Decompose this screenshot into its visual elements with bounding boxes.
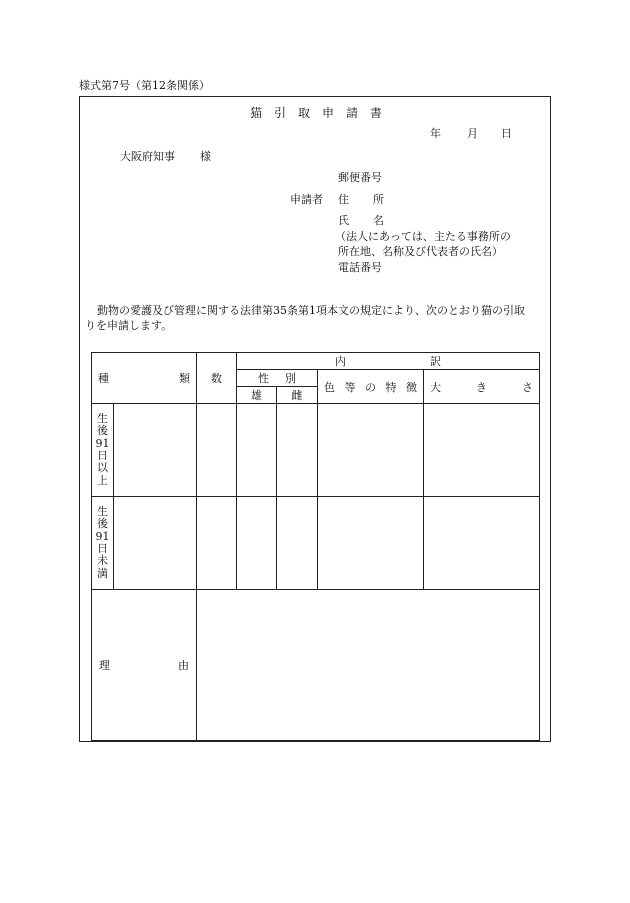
color-header-char: 特 bbox=[385, 380, 397, 394]
cat-table bbox=[91, 352, 540, 741]
address-label-char: 所 bbox=[373, 193, 384, 206]
age-char: 後 bbox=[97, 517, 108, 531]
phone-label: 電話番号 bbox=[338, 261, 382, 274]
age-char: 以 bbox=[97, 461, 108, 475]
addressee-name: 大阪府知事 bbox=[120, 150, 175, 163]
size-header-char: 大 bbox=[430, 380, 441, 394]
kind-cell[interactable] bbox=[114, 404, 197, 497]
count-cell[interactable] bbox=[197, 404, 237, 497]
age-char: 後 bbox=[97, 424, 108, 438]
name-label-char: 氏 bbox=[338, 214, 349, 227]
count-cell[interactable] bbox=[197, 497, 237, 590]
reason-label bbox=[92, 590, 197, 741]
size-cell[interactable] bbox=[424, 497, 540, 590]
date-day: 日 bbox=[501, 127, 512, 140]
male-cell[interactable] bbox=[237, 404, 277, 497]
date-year: 年 bbox=[430, 127, 441, 140]
size-cell[interactable] bbox=[424, 404, 540, 497]
addressee-honorific: 様 bbox=[200, 150, 211, 163]
breakdown-char: 内 bbox=[335, 355, 346, 368]
body-text-line2: りを申請します。 bbox=[85, 319, 173, 332]
sex-header bbox=[237, 370, 318, 387]
age-char: 日 bbox=[97, 542, 108, 555]
age-char: 91 bbox=[95, 436, 110, 450]
address-label-char: 住 bbox=[338, 193, 349, 206]
color-header-char: 色 bbox=[324, 380, 335, 394]
body-text-line1: 動物の愛護及び管理に関する法律第35条第1項本文の規定により、次のとおり猫の引取 bbox=[97, 304, 525, 317]
corporation-note-line2: 所在地、名称及び代表者の氏名） bbox=[338, 245, 503, 258]
title-char: 引 bbox=[273, 106, 286, 120]
kind-header-char: 種 bbox=[98, 372, 109, 385]
sex-header-char: 別 bbox=[285, 372, 296, 385]
kind-header-char: 類 bbox=[179, 372, 190, 385]
reason-char: 理 bbox=[99, 659, 110, 672]
form-title bbox=[250, 107, 382, 119]
title-char: 取 bbox=[297, 106, 310, 120]
color-cell[interactable] bbox=[318, 497, 424, 590]
male-cell[interactable] bbox=[237, 497, 277, 590]
color-header-char: 徴 bbox=[406, 380, 417, 394]
age-char: 満 bbox=[97, 566, 108, 580]
title-char: 書 bbox=[369, 106, 382, 120]
age-over-91-label bbox=[92, 404, 114, 497]
title-char: 猫 bbox=[250, 106, 263, 120]
color-header-char: 等 bbox=[344, 380, 356, 394]
name-label-char: 名 bbox=[373, 214, 384, 227]
female-cell[interactable] bbox=[277, 404, 318, 497]
kind-header bbox=[92, 353, 197, 404]
size-header bbox=[424, 370, 540, 404]
title-char: 申 bbox=[321, 106, 334, 120]
address-label bbox=[338, 194, 384, 205]
female-cell[interactable] bbox=[277, 497, 318, 590]
count-header: 数 bbox=[197, 353, 237, 404]
date-month: 月 bbox=[467, 127, 478, 140]
age-char: 日 bbox=[97, 449, 108, 462]
male-header: 雄 bbox=[237, 387, 277, 404]
age-char: 91 bbox=[95, 529, 110, 543]
name-label bbox=[338, 215, 384, 226]
age-char: 上 bbox=[97, 473, 108, 487]
postal-code-label: 郵便番号 bbox=[338, 171, 382, 184]
breakdown-char: 訳 bbox=[430, 355, 441, 368]
form-number: 様式第7号（第12条関係） bbox=[79, 79, 210, 92]
reason-cell[interactable] bbox=[197, 590, 540, 741]
age-char: 生 bbox=[97, 505, 108, 519]
kind-cell[interactable] bbox=[114, 497, 197, 590]
color-header bbox=[318, 370, 424, 404]
title-char: 請 bbox=[345, 106, 358, 120]
reason-char: 由 bbox=[178, 659, 189, 672]
female-header: 雌 bbox=[277, 387, 318, 404]
corporation-note-line1: （法人にあっては、主たる事務所の bbox=[335, 230, 511, 243]
age-char: 未 bbox=[97, 554, 108, 568]
size-header-char: さ bbox=[522, 380, 533, 394]
age-under-91-label bbox=[92, 497, 114, 590]
age-char: 生 bbox=[97, 412, 108, 426]
applicant-label: 申請者 bbox=[290, 193, 323, 206]
color-header-char: の bbox=[365, 380, 376, 394]
size-header-char: き bbox=[476, 380, 487, 394]
breakdown-header bbox=[237, 353, 540, 370]
sex-header-char: 性 bbox=[258, 372, 269, 385]
color-cell[interactable] bbox=[318, 404, 424, 497]
